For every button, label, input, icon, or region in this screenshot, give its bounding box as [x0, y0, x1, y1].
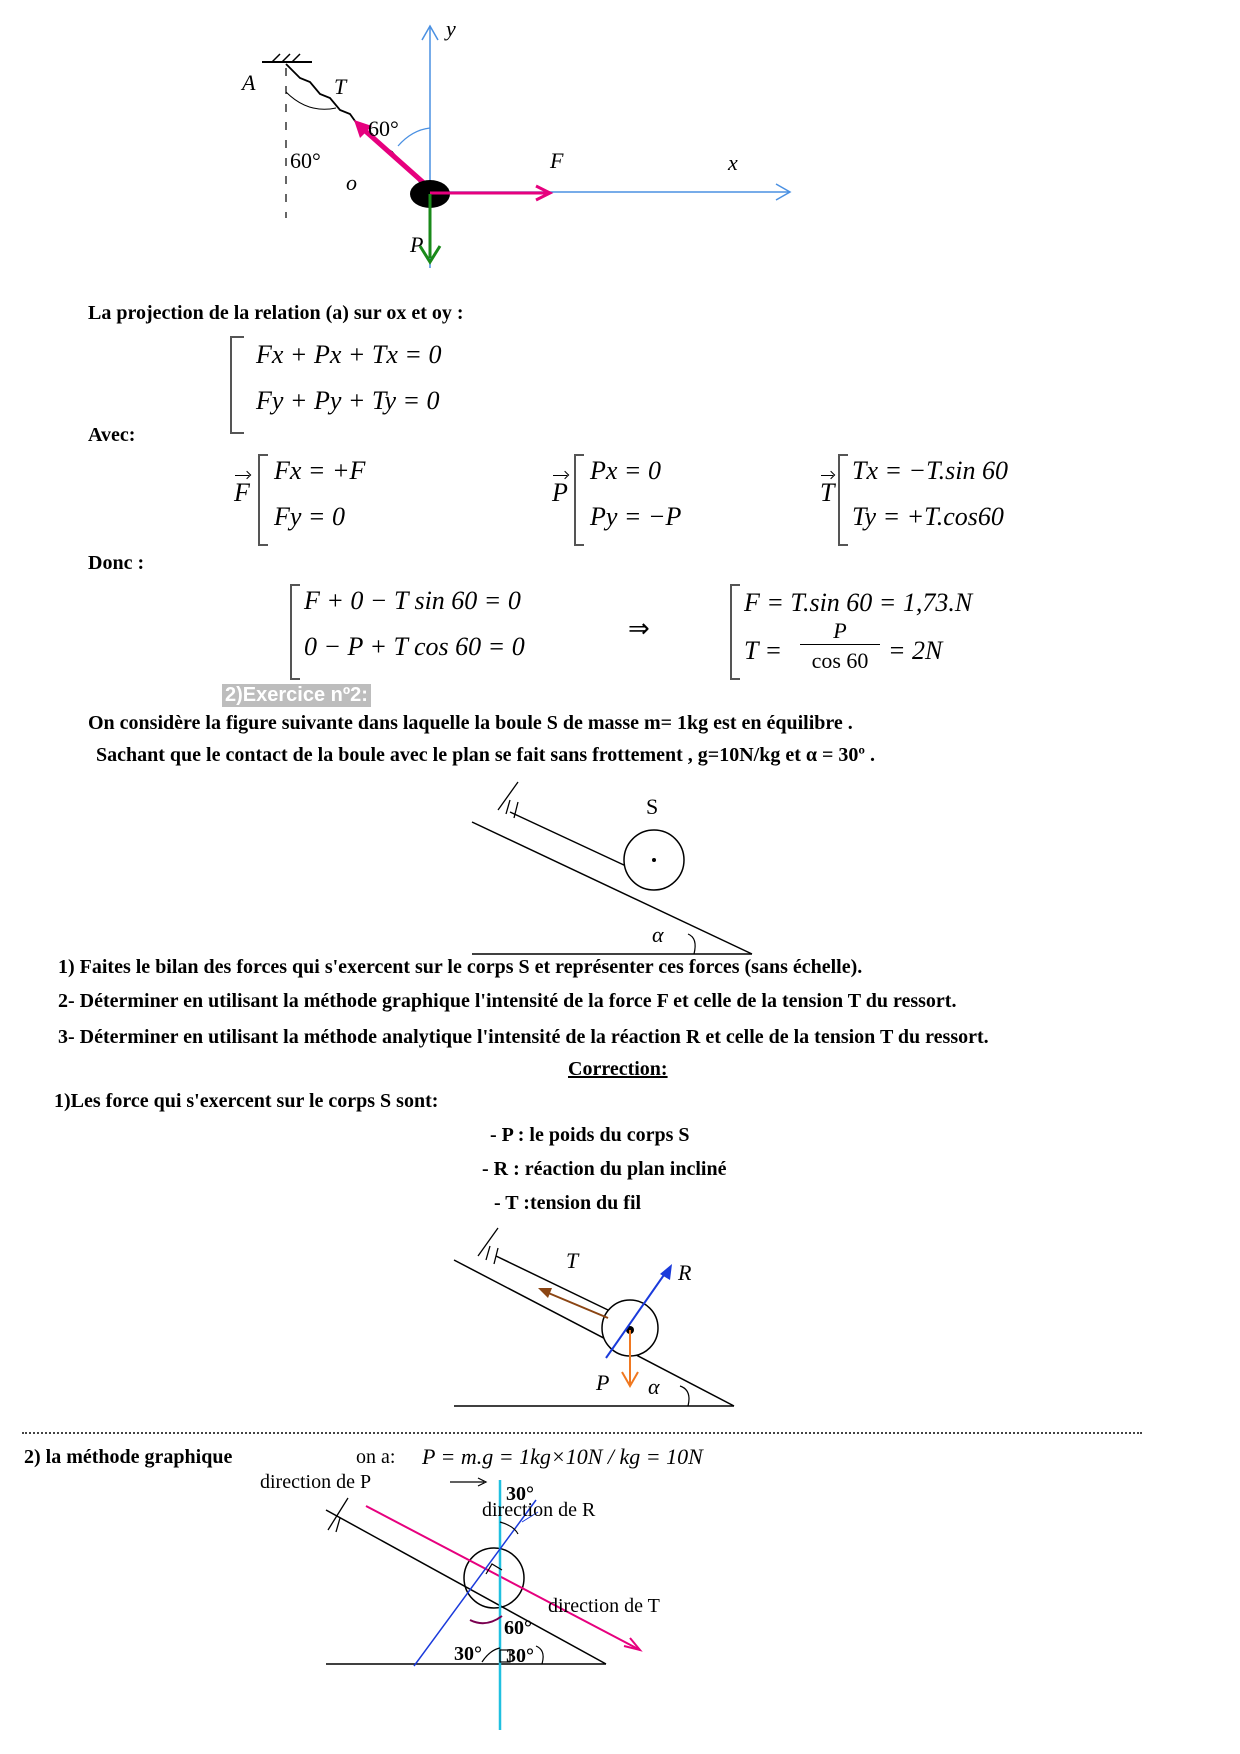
weight-formula: P = m.g = 1kg×10N / kg = 10N	[422, 1444, 703, 1469]
force-R-item: - R : réaction du plan incliné	[482, 1158, 727, 1180]
point-A-label: A	[242, 70, 256, 95]
eq-y-components: Fy + Py + Ty = 0	[256, 386, 440, 415]
correction-title: Correction:	[568, 1058, 668, 1080]
Fx-component: Fx = +F	[274, 456, 366, 485]
graphical-method-title: 2) la méthode graphique	[24, 1446, 233, 1468]
figure-graphical-method	[260, 1470, 786, 1740]
x-axis-label: x	[728, 150, 738, 175]
fig-alpha-label: α	[648, 1374, 660, 1399]
figure-equilibrium-forces	[242, 16, 810, 298]
F-label: F	[550, 148, 564, 173]
alpha-label: α	[652, 922, 664, 947]
force-P-item: - P : le poids du corps S	[490, 1124, 690, 1146]
question-3: 3- Déterminer en utilisant la méthode analytique l'intensité de la réaction R et celle de la tension T du ressort.	[58, 1026, 989, 1048]
vector-P-label: P	[552, 478, 568, 507]
result-brace	[730, 584, 740, 680]
fig-T-label: T	[566, 1248, 579, 1273]
donc-label: Donc :	[88, 552, 145, 574]
on-a-label: on a:	[356, 1446, 396, 1468]
result-T-denominator: cos 60	[811, 648, 869, 673]
system-eq1: F + 0 − T sin 60 = 0	[304, 586, 521, 615]
separator	[22, 1432, 1142, 1434]
question-2: 2- Déterminer en utilisant la méthode graphique l'intensité de la force F et celle de la tension T du ressort.	[58, 990, 957, 1012]
Tx-component: Tx = −T.sin 60	[852, 456, 1008, 485]
angle-30-bottom-right: 30°	[506, 1645, 534, 1667]
P-label: P	[410, 232, 424, 257]
sys-brace	[290, 584, 300, 680]
exercise-2-title: 2)Exercice nº2:	[222, 684, 371, 707]
projection-intro: La projection de la relation (a) sur ox et oy :	[88, 302, 464, 324]
vector-F-label: F	[234, 478, 250, 507]
origin-label: o	[346, 170, 357, 195]
result-T-numerator: P	[800, 618, 880, 645]
S-label: S	[646, 794, 659, 819]
angle-60-mid: 60°	[504, 1617, 532, 1639]
P-brace	[574, 454, 584, 546]
Ty-component: Ty = +T.cos60	[852, 502, 1004, 531]
T-label: T	[334, 74, 347, 99]
eq-x-components: Fx + Px + Tx = 0	[256, 340, 442, 369]
system-brace	[230, 336, 244, 434]
force-T-item: - T :tension du fil	[494, 1192, 642, 1214]
angle-60-right: 60°	[368, 116, 399, 141]
Fy-component: Fy = 0	[274, 502, 345, 531]
exercise-2-line2: Sachant que le contact de la boule avec le plan se fait sans frottement , g=10N/kg et α = 30º .	[96, 744, 876, 766]
angle-60-left: 60°	[290, 148, 321, 173]
result-T-rhs: = 2N	[888, 636, 943, 665]
angle-30-bottom-left: 30°	[454, 1643, 482, 1665]
angle-30-top: 30°	[506, 1483, 534, 1505]
y-axis-label: y	[446, 16, 456, 41]
direction-R-label: direction de R	[482, 1499, 596, 1521]
avec-label: Avec:	[88, 424, 136, 446]
fig-R-label: R	[678, 1260, 692, 1285]
result-T-lhs: T =	[744, 636, 783, 665]
implies-arrow: ⇒	[628, 614, 650, 643]
system-eq2: 0 − P + T cos 60 = 0	[304, 632, 525, 661]
direction-T-label: direction de T	[548, 1595, 660, 1617]
figure-forces-on-S	[452, 1226, 752, 1412]
question-1: 1) Faites le bilan des forces qui s'exercent sur le corps S et représenter ces forces (sans échelle).	[58, 956, 863, 978]
figure-inclined-plane	[462, 770, 762, 956]
T-brace	[838, 454, 848, 546]
Py-component: Py = −P	[590, 502, 682, 531]
Px-component: Px = 0	[590, 456, 661, 485]
direction-P-label: direction de P	[260, 1471, 372, 1493]
forces-intro: 1)Les force qui s'exercent sur le corps S sont:	[54, 1090, 439, 1112]
vector-T-label: T	[820, 478, 835, 507]
F-brace	[258, 454, 268, 546]
exercise-2-line1: On considère la figure suivante dans laquelle la boule S de masse m= 1kg est en équilibre .	[88, 712, 853, 734]
result-F: F = T.sin 60 = 1,73.N	[744, 588, 973, 617]
fig-P-label: P	[596, 1370, 610, 1395]
